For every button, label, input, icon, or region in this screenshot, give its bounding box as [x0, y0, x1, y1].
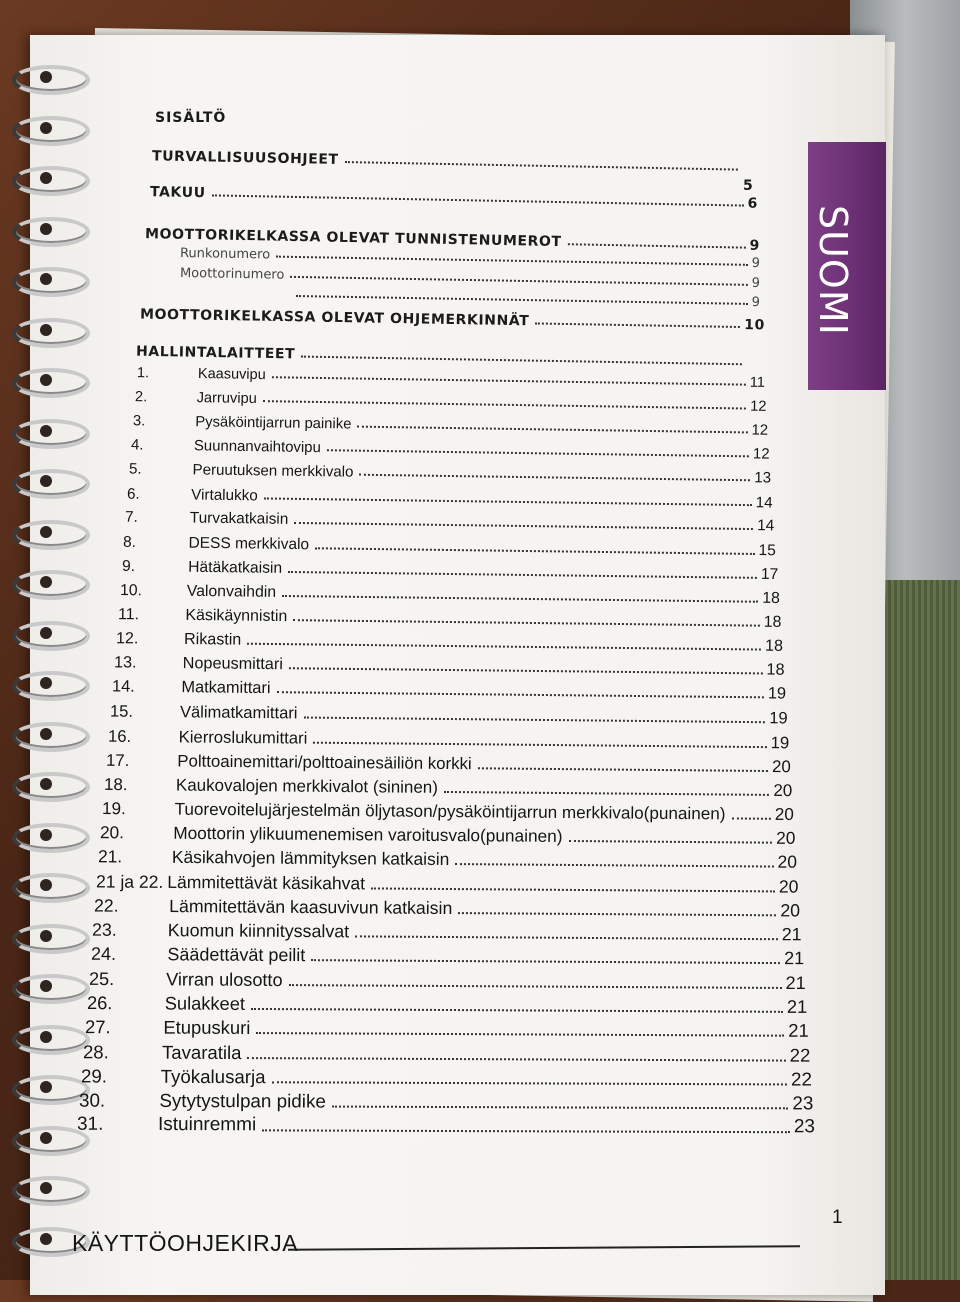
subitem-page: 9: [751, 275, 761, 292]
heading-label: MOOTTORIKELKASSA OLEVAT OHJEMERKINNÄT: [139, 306, 530, 330]
entry-label: Käsikäynnistin: [184, 606, 288, 626]
dot-leader: [360, 474, 751, 482]
dot-leader: [276, 692, 763, 699]
dot-leader: [311, 960, 780, 965]
entry-page: 11: [749, 374, 766, 391]
entry-number: 28.: [82, 1040, 109, 1062]
dot-leader: [288, 570, 757, 578]
toc-title: SISÄLTÖ: [155, 110, 227, 126]
entry-label: Hätäkatkaisin: [187, 558, 282, 577]
dot-leader: [251, 1008, 783, 1013]
entry-page: 20: [774, 804, 795, 824]
entry-number: 21.: [98, 846, 123, 867]
entry-label: Etupuskuri: [163, 1016, 251, 1039]
entry-label: Lämmitettävät käsikahvat: [167, 871, 366, 894]
subitem-page: 9: [751, 255, 761, 272]
entry-page: 18: [764, 636, 783, 655]
entry-number: 27.: [84, 1016, 111, 1038]
entry-label: Virtalukko: [191, 486, 259, 505]
entry-page: 23: [792, 1092, 814, 1114]
dot-leader: [295, 522, 754, 530]
entry-page: 20: [777, 851, 798, 873]
entry-label: Kuomun kiinnityssalvat: [168, 920, 350, 942]
dot-leader: [264, 497, 752, 506]
entry-number: 30.: [78, 1089, 106, 1111]
page-number: 1: [832, 1207, 843, 1228]
dot-leader: [256, 1032, 784, 1037]
entry-page: 14: [755, 493, 774, 512]
entry-page: 19: [767, 685, 787, 704]
entry-label: Rikastin: [183, 630, 242, 649]
dot-leader: [478, 767, 768, 772]
dot-leader: [371, 887, 775, 892]
entry-label: Kaukovalojen merkkivalot (sininen): [175, 775, 439, 797]
entry-page: 18: [766, 660, 785, 680]
entry-number: 5.: [129, 460, 142, 479]
entry-page: 18: [761, 589, 780, 607]
entry-page: 12: [751, 422, 769, 439]
heading-label: HALLINTALAITTEET: [135, 343, 296, 363]
toc-entry[interactable]: [85, 1014, 809, 1042]
dot-leader: [296, 295, 748, 305]
toc-entry[interactable]: [87, 990, 807, 1018]
entry-label: Jarruvipu: [196, 389, 257, 407]
stray-page-number: 5: [743, 178, 753, 194]
entry-number: 26.: [86, 991, 113, 1014]
toc-entry[interactable]: [83, 1038, 810, 1066]
entry-number: 6.: [127, 485, 141, 503]
entry-number: 10.: [119, 581, 142, 599]
entry-label: Turvakatkaisin: [190, 509, 289, 528]
entry-number: 2.: [134, 388, 148, 406]
dot-leader: [332, 1105, 789, 1109]
entry-label: Istuinremmi: [157, 1114, 257, 1136]
entry-label: Nopeusmittari: [182, 654, 283, 674]
entry-page: 12: [750, 398, 767, 415]
dot-leader: [345, 161, 738, 171]
entry-label: Suunnanvaihtovipu: [193, 437, 322, 457]
entry-label: Virran ulosotto: [165, 968, 283, 990]
heading-label: TURVALLISUUSOHJEET: [151, 148, 339, 168]
language-tab-label: SUOMI: [811, 205, 855, 336]
stray-page-number: 9: [751, 294, 761, 311]
entry-page: 20: [780, 900, 801, 921]
entry-number: 16.: [107, 725, 132, 746]
dot-leader: [262, 1129, 790, 1133]
dot-leader: [247, 643, 761, 651]
footer-manual-title: KÄYTTÖOHJEKIRJA: [72, 1230, 299, 1256]
entry-label: Välimatkamittari: [179, 702, 298, 723]
toc-entry[interactable]: [89, 965, 806, 993]
entry-label: Peruutuksen merkkivalo: [192, 461, 354, 482]
heading-page: 6: [747, 195, 759, 212]
entry-label: Valonvaihdin: [186, 582, 276, 601]
toc-heading[interactable]: [150, 180, 758, 212]
entry-label: Moottorin ylikuumenemisen varoitusvalo(punainen): [173, 822, 563, 847]
dot-leader: [247, 1056, 785, 1061]
entry-page: 15: [758, 541, 777, 559]
entry-page: 19: [769, 708, 788, 728]
entry-number: 12.: [115, 629, 139, 648]
entry-page: 17: [760, 565, 778, 583]
entry-label: Tavaratila: [161, 1041, 242, 1063]
dot-leader: [282, 595, 758, 603]
heading-label: TAKUU: [149, 184, 206, 202]
dot-leader: [212, 194, 744, 206]
entry-number: 9.: [121, 557, 135, 575]
dot-leader: [456, 863, 774, 867]
entry-page: 22: [789, 1043, 811, 1066]
dot-leader: [263, 400, 746, 409]
dot-leader: [315, 546, 754, 554]
entry-number: 3.: [133, 413, 146, 430]
entry-page: 18: [763, 613, 782, 631]
entry-page: 20: [771, 756, 791, 776]
entry-number: 8.: [123, 532, 137, 551]
entry-number: 31.: [76, 1113, 104, 1135]
entry-label: Kaasuvipu: [197, 365, 266, 383]
entry-page: 13: [754, 469, 772, 488]
entry-number: 19.: [102, 798, 127, 819]
dot-leader: [356, 936, 779, 941]
dot-leader: [289, 668, 763, 675]
entry-page: 23: [793, 1116, 816, 1138]
subitem-label: Moottorinumero: [179, 265, 285, 283]
dot-leader: [444, 791, 770, 796]
entry-label: Sytytystulpan pidike: [159, 1089, 326, 1112]
dot-leader: [276, 256, 748, 266]
heading-page: 9: [749, 237, 761, 254]
dot-leader: [732, 817, 771, 819]
entry-label: Tuorevoitelujärjestelmän öljytason/pysäköintijarrun merkkivalo(punainen): [174, 799, 726, 824]
entry-label: Työkalusarja: [160, 1065, 266, 1087]
entry-number: 13.: [113, 653, 137, 672]
entry-number: 21 ja 22.: [96, 871, 164, 892]
dot-leader: [568, 243, 746, 248]
entry-page: 12: [753, 445, 770, 463]
heading-page: 10: [744, 317, 766, 334]
dot-leader: [303, 716, 765, 723]
toc-heading[interactable]: [152, 144, 742, 175]
entry-label: Sulakkeet: [164, 992, 245, 1014]
entry-page: 22: [790, 1068, 812, 1090]
dot-leader: [459, 912, 777, 916]
entry-number: 11.: [117, 606, 139, 624]
entry-page: 21: [787, 1019, 809, 1041]
entry-page: 21: [783, 948, 804, 969]
entry-number: 18.: [104, 774, 128, 794]
toc-entry[interactable]: [81, 1062, 812, 1090]
entry-label: Käsikahvojen lämmityksen katkaisin: [172, 847, 450, 870]
entry-number: 29.: [80, 1065, 107, 1087]
entry-page: 21: [785, 972, 806, 993]
entry-number: 17.: [105, 750, 130, 770]
dot-leader: [313, 741, 766, 747]
entry-page: 20: [779, 876, 799, 897]
entry-number: 4.: [131, 436, 144, 454]
entry-number: 1.: [136, 364, 150, 381]
dot-leader: [357, 426, 747, 434]
entry-number: 14.: [111, 678, 135, 697]
entry-label: Säädettävät peilit: [166, 944, 305, 966]
entry-page: 19: [770, 732, 790, 752]
heading-label: MOOTTORIKELKASSA OLEVAT TUNNISTENUMEROT: [144, 226, 562, 251]
entry-label: Lämmitettävän kaasuvivun katkaisin: [169, 895, 453, 918]
entry-label: DESS merkkivalo: [188, 533, 310, 553]
entry-page: 20: [776, 827, 796, 848]
entry-number: 23.: [92, 919, 118, 940]
toc-entry[interactable]: [77, 1111, 815, 1139]
dot-leader: [271, 1081, 786, 1085]
entry-number: 25.: [88, 968, 114, 989]
entry-page: 20: [773, 780, 793, 800]
entry-number: 20.: [100, 822, 125, 843]
entry-label: Polttoainemittari/polttoainesäiliön korkki: [177, 750, 472, 773]
entry-label: Kierroslukumittari: [178, 726, 308, 747]
entry-number: 7.: [125, 508, 139, 526]
dot-leader: [288, 984, 781, 989]
dot-leader: [272, 376, 746, 385]
dot-leader: [327, 449, 749, 457]
entry-page: 14: [757, 517, 775, 535]
dot-leader: [569, 840, 773, 844]
subitem-label: Runkonumero: [179, 245, 271, 263]
dot-leader: [293, 619, 759, 626]
entry-number: 22.: [94, 895, 120, 916]
entry-page: 21: [782, 924, 803, 945]
entry-number: 15.: [109, 701, 133, 721]
entry-page: 21: [786, 995, 807, 1017]
toc-entry[interactable]: [90, 941, 803, 969]
entry-label: Matkamittari: [181, 678, 271, 698]
entry-label: Pysäköintijarrun painike: [195, 414, 352, 433]
dot-leader: [535, 322, 740, 328]
entry-number: 24.: [90, 944, 116, 965]
